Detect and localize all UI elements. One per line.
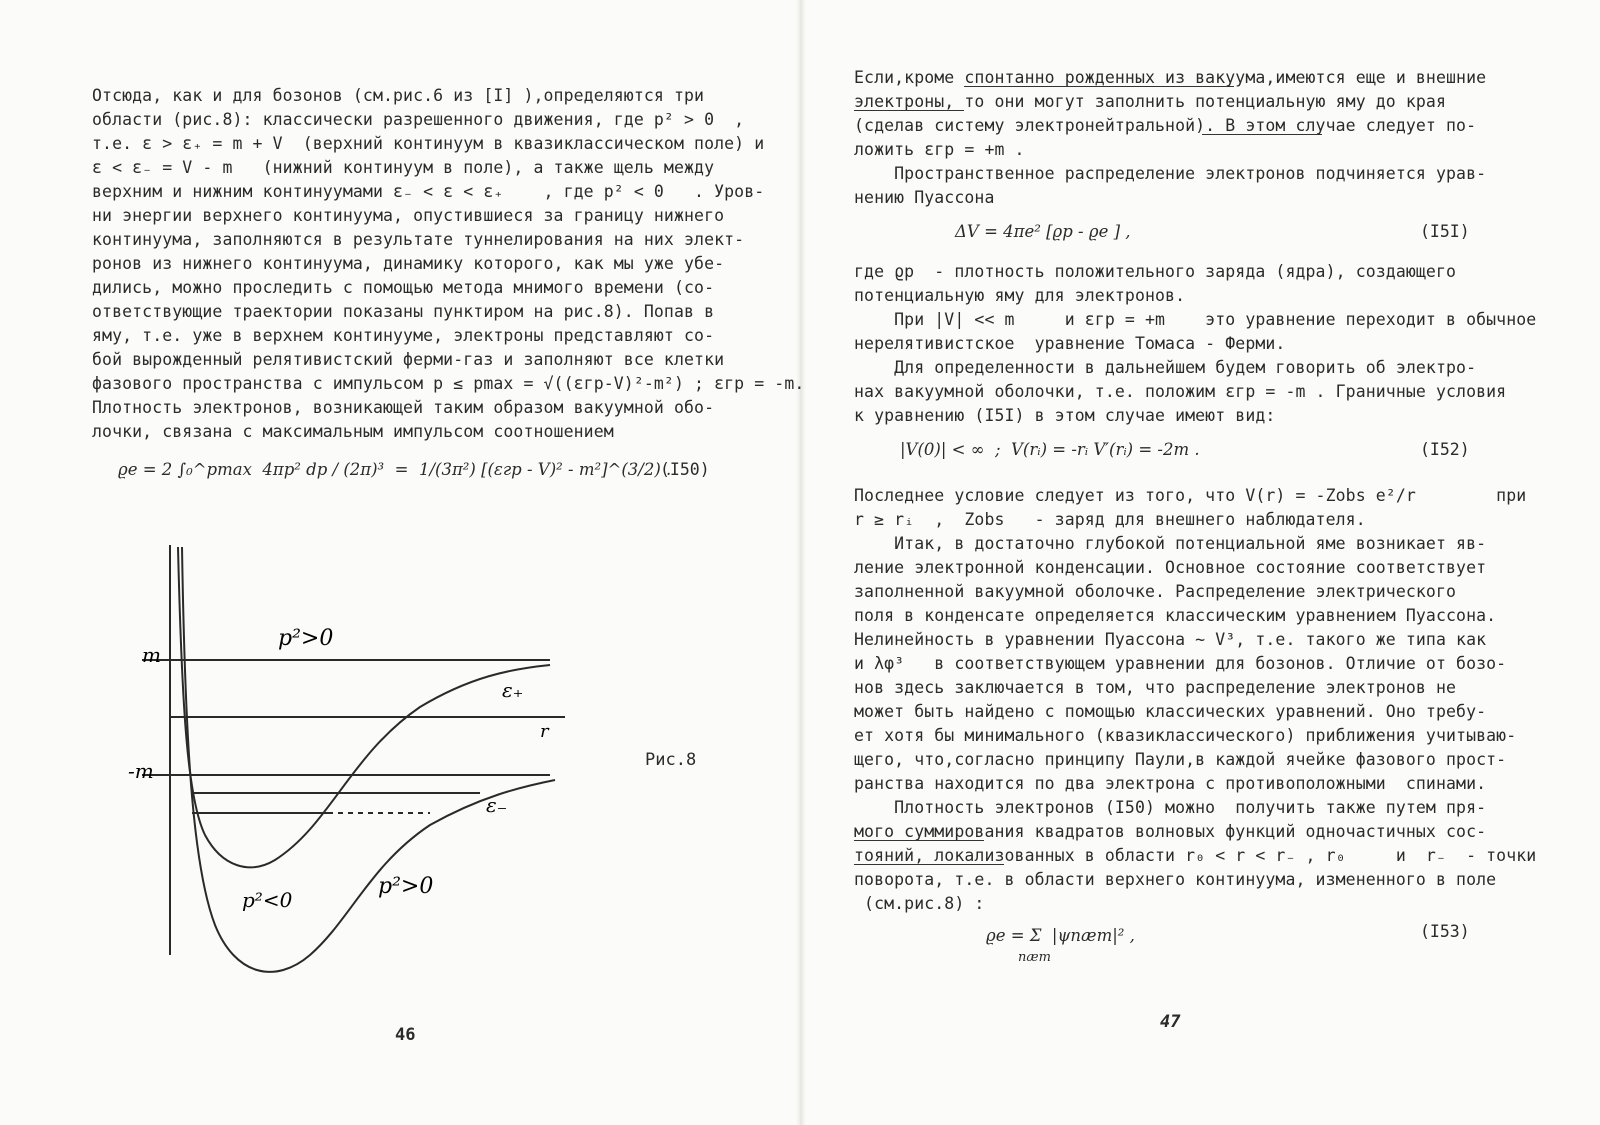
equation-152: |V(0)| < ∞ ; V(rᵢ) = -rᵢ V′(rᵢ) = -2m . [900,440,1200,459]
text-line: может быть найдено с помощью классических уравнений. Оно требу- [854,702,1487,721]
figure-label-eps-plus: ε₊ [502,678,524,702]
text-line: (см.рис.8) : [854,894,985,913]
text-line: При |V| << m и εгр = +m это уравнение переходит в обычное [854,310,1537,329]
right-page [800,0,1600,1125]
figure-label-p2-neg: p²<0 [242,888,293,912]
text-line: Пространственное распределение электронов подчиняется урав- [854,164,1487,183]
equation-151: ΔV = 4πe² [ϱp - ϱe ] , [955,222,1131,241]
equation-number-153: (I53) [1420,922,1470,941]
text-line: лочки, связана с максимальным импульсом соотношением [92,422,614,441]
underline-mark [854,840,984,841]
equation-153: ϱe = Σ |ψnæm|² , [986,926,1135,945]
figure-curve-eps-minus [182,547,555,972]
text-line: Плотность электронов, возникающей таким образом вакуумной обо- [92,398,715,417]
text-line: ответствующие траектории показаны пунктиром на рис.8). Попав в [92,302,715,321]
text-line: ление электронной конденсации. Основное состояние соответствует [854,558,1487,577]
figure-caption: Рис.8 [645,750,697,770]
text-line: Для определенности в дальнейшем будем говорить об электро- [854,358,1477,377]
equation-150: ϱe = 2 ∫₀^pmax 4πp² dp / (2π)³ = 1/(3π²) [(εгр - V)² - m²]^(3/2) . [118,460,672,479]
text-line: Нелинейность в уравнении Пуассона ~ V³, т.е. такого же типа как [854,630,1487,649]
text-line: заполненной вакуумной оболочке. Распределение электрического [854,582,1457,601]
text-line: где ϱp - плотность положительного заряда (ядра), создающего [854,262,1457,281]
text-line: Последнее условие следует из того, что V(r) = -Zobs e²/r при [854,486,1527,505]
text-line: ронов из нижнего континуума, динамику которого, как мы уже убе- [92,254,725,273]
equation-153-subscript: næm [1018,950,1051,965]
text-line: континуума, заполняются в результате туннелирования на них элект- [92,230,745,249]
text-line: бой вырожденный релятивистский ферми-газ и заполняют все клетки [92,350,725,369]
equation-number-150: (I50) [660,460,710,479]
text-line: щего, что,согласно принципу Паули,в каждой ячейке фазового прост- [854,750,1507,769]
figure-label-eps-minus: ε₋ [486,793,508,817]
figure-8 [100,535,620,995]
text-line: ни энергии верхнего континуума, опустившиеся за границу нижнего [92,206,725,225]
text-line: нах вакуумной оболочки, т.е. положим εгр = -m . Граничные условия [854,382,1507,401]
text-line: Если,кроме спонтанно рожденных из вакуума,имеются еще и внешние [854,68,1487,87]
text-line: ε < ε₋ = V - m (нижний континуум в поле), а также щель между [92,158,715,177]
text-line: Итак, в достаточно глубокой потенциальной яме возникает яв- [854,534,1487,553]
figure-label-m: m [142,643,161,667]
figure-curve-eps-plus [178,547,550,867]
text-line: фазового пространства с импульсом p ≤ pmax = √((εгр-V)²-m²) ; εгр = -m. [92,374,805,393]
underline-mark [854,110,964,111]
text-line: ложить εгр = +m . [854,140,1025,159]
text-line: области (рис.8): классически разрешенного движения, где p² > 0 , [92,110,745,129]
text-line: потенциальную яму для электронов. [854,286,1186,305]
underline-mark [964,86,1234,87]
page-number: 47 [1160,1012,1181,1032]
figure-label-minus-m: -m [128,759,154,783]
text-line: ранства находится по два электрона с противоположными спинами. [854,774,1487,793]
text-line: r ≥ rᵢ , Zobs - заряд для внешнего наблюдателя. [854,510,1366,529]
text-line: к уравнению (I5I) в этом случае имеют вид: [854,406,1276,425]
underline-mark [854,864,1004,865]
text-line: (сделав систему электронейтральной). В этом случае следует по- [854,116,1477,135]
equation-number-152: (I52) [1420,440,1470,459]
text-line: ет хотя бы минимального (квазиклассического) приближения учитываю- [854,726,1517,745]
text-line: и λφ³ в соответствующем уравнении для бозонов. Отличие от бозо- [854,654,1507,673]
figure-label-r: r [540,721,549,742]
text-line: верхним и нижним континуумами ε₋ < ε < ε₊ , где p² < 0 . Уров- [92,182,765,201]
text-line: нов здесь заключается в том, что распределение электронов не [854,678,1457,697]
text-line: нерелятивистское уравнение Томаса - Ферми. [854,334,1286,353]
text-line: тояний, локализованных в области r₀ < r < r₋ , r₀ и r₋ - точки [854,846,1537,865]
text-line: Плотность электронов (I50) можно получить также путем пря- [854,798,1487,817]
text-line: поля в конденсате определяется классическим уравнением Пуассона. [854,606,1497,625]
text-line: Отсюда, как и для бозонов (см.рис.6 из [I] ),определяются три [92,86,705,105]
text-line: нению Пуассона [854,188,995,207]
text-line: поворота, т.е. в области верхнего континуума, измененного в поле [854,870,1497,889]
figure-label-p2-pos-bottom: p²>0 [378,874,434,899]
text-line: мого суммирования квадратов волновых функций одночастичных сос- [854,822,1487,841]
text-line: яму, т.е. уже в верхнем континууме, электроны представляют со- [92,326,715,345]
equation-number-151: (I5I) [1420,222,1470,241]
figure-label-p2-pos-top: p²>0 [278,626,334,651]
underline-mark [1202,134,1322,135]
text-line: электроны, то они могут заполнить потенциальную яму до края [854,92,1446,111]
page-number: 46 [395,1025,416,1045]
text-line: дились, можно проследить с помощью метода мнимого времени (со- [92,278,715,297]
text-line: т.е. ε > ε₊ = m + V (верхний континуум в квазиклассическом поле) и [92,134,765,153]
